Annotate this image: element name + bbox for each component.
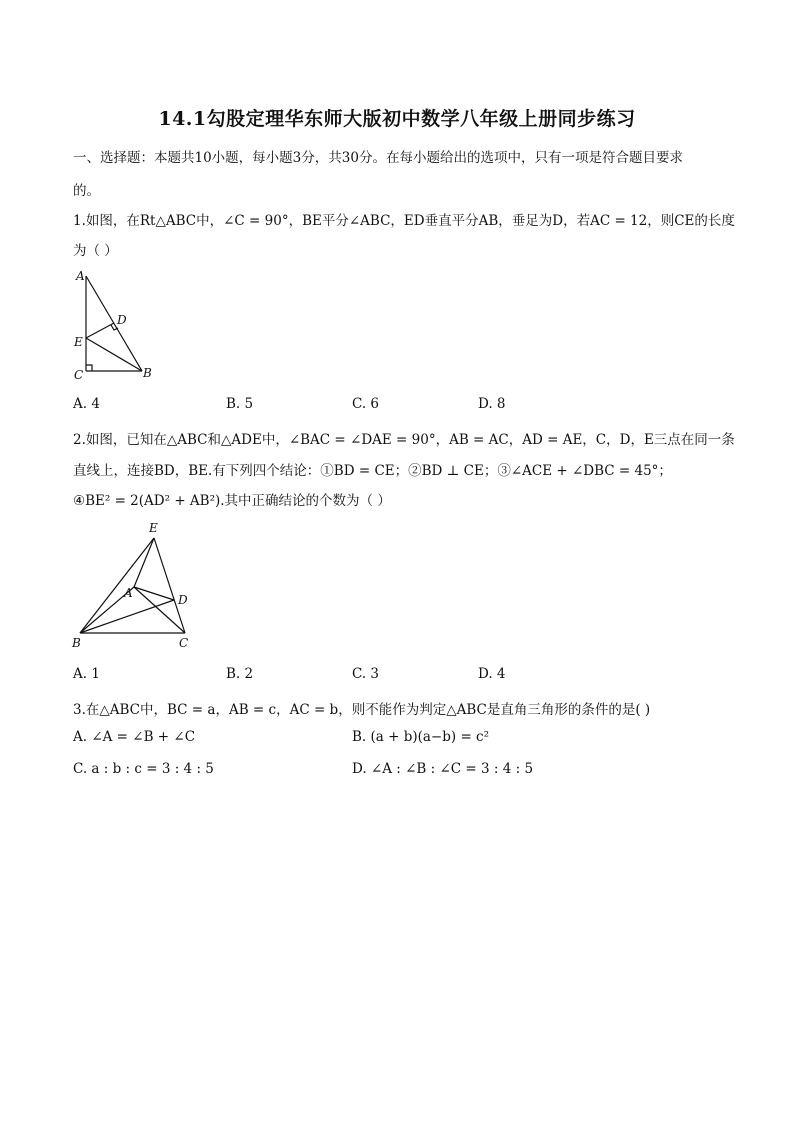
q2-stem-line2: 直线上，连接BD，BE.有下列四个结论：①BD = CE；②BD ⊥ CE；③∠ACE + ∠DBC = 45°；: [73, 463, 672, 479]
q1-figure: [70, 266, 165, 384]
q1-right-angle-c: [86, 365, 92, 371]
q3-option-a: A. ∠A = ∠B + ∠C: [73, 729, 196, 745]
q2-side-ad: [134, 587, 174, 600]
q1-label-b: B: [143, 366, 152, 380]
q1-option-a: A. 4: [73, 396, 100, 412]
q3-stem-line1: 3.在△ABC中，BC = a，AB = c，AC = b，则不能作为判定△ABC是直角三角形的条件的是( ): [73, 702, 651, 718]
q1-stem-line2: 为（ ）: [73, 243, 118, 259]
q2-option-d: D. 4: [478, 666, 506, 682]
q2-label-e: E: [149, 521, 158, 535]
section-instruction-line2: 的。: [73, 183, 100, 199]
q2-side-ae: [134, 538, 154, 587]
q2-option-a: A. 1: [73, 666, 100, 682]
q1-option-b: B. 5: [226, 396, 254, 412]
q3-option-d: D. ∠A : ∠B : ∠C = 3 : 4 : 5: [352, 761, 534, 777]
q1-option-c: C. 6: [352, 396, 380, 412]
q2-label-a: A: [124, 586, 133, 600]
q2-stem-line3: ④BE² = 2(AD² + AB²).其中正确结论的个数为（ ）: [73, 493, 391, 509]
q3-option-b: B. (a + b)(a−b) = c²: [352, 729, 490, 745]
q1-label-a: A: [76, 269, 85, 283]
section-instruction-line1: 一、选择题：本题共10小题，每小题3分，共30分。在每小题给出的选项中，只有一项是符合题目要求: [73, 150, 683, 166]
q1-segment-ed: [86, 323, 114, 338]
q2-stem-line1: 2.如图，已知在△ABC和△ADE中，∠BAC = ∠DAE = 90°，AB = AC，AD = AE，C，D，E三点在同一条: [73, 432, 735, 448]
q2-label-b: B: [72, 636, 81, 650]
q1-option-d: D. 8: [478, 396, 506, 412]
q3-option-c: C. a : b : c = 3 : 4 : 5: [73, 761, 214, 777]
page-title: 14.1勾股定理华东师大版初中数学八年级上册同步练习: [158, 108, 636, 130]
q2-label-d: D: [178, 593, 188, 607]
q1-label-c: C: [74, 368, 84, 382]
q1-label-e: E: [74, 335, 83, 349]
q2-figure: [68, 518, 198, 652]
q2-segment-bd: [80, 600, 174, 633]
q2-label-c: C: [179, 636, 189, 650]
q1-label-d: D: [117, 313, 127, 327]
q1-segment-eb: [86, 338, 142, 371]
q1-stem-line1: 1.如图，在Rt△ABC中，∠C = 90°，BE平分∠ABC，ED垂直平分AB，垂足为D，若AC = 12，则CE的长度: [73, 213, 735, 229]
q2-option-c: C. 3: [352, 666, 380, 682]
q2-side-be: [80, 538, 154, 633]
q2-option-b: B. 2: [226, 666, 254, 682]
